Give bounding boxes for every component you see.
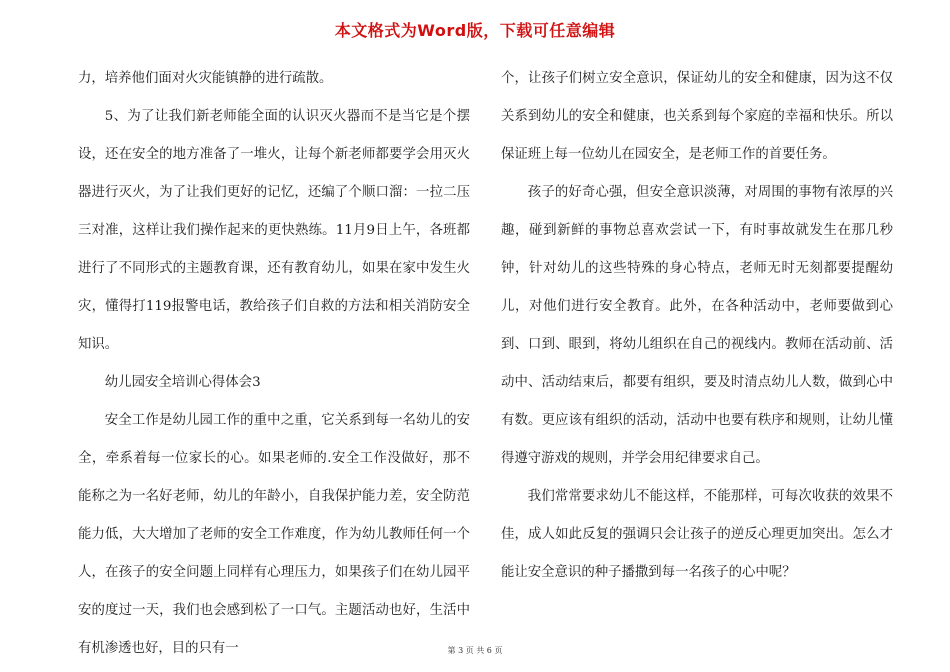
left-column [78,60,470,668]
paragraph-safety-work: 安全工作是幼儿园工作的重中之重，它关系到每一名幼儿的安全，牵系着每一位家长的心。如果老师的.安全工作没做好，那不能称之为一名好老师，幼儿的年龄小，自我保护能力差，安全防范能力低，大大增加了老师的安全工作难度，作为幼儿教师任何一个人，在孩子的安全问题上同样有心理压力，如果孩子们在幼儿园平安的度过一天，我们也会感到松了一口气。主题活动也好，生活中有机渗透也好，目的只有一 [78,413,470,656]
paragraph-question: 我们常常要求幼儿不能这样，不能那样，可每次收获的效果不佳，成人如此反复的强调只会让孩子的逆反心理更加突出。怎么才能让安全意识的种子播撒到每一名孩子的心中呢？ [501,489,893,580]
paragraph-continuation-right: 个，让孩子们树立安全意识，保证幼儿的安全和健康，因为这不仅关系到幼儿的安全和健康，也关系到每个家庭的幸福和快乐。所以保证班上每一位幼儿在园安全，是老师工作的首要任务。 [501,71,893,162]
page-number: 第 3 页 共 6 页 [447,646,503,655]
section-heading: 幼儿园安全培训心得体会3 [104,375,261,390]
header-banner: 本文格式为Word版，下载可任意编辑 [334,21,616,40]
right-column [501,60,893,592]
paragraph-continuation: 力，培养他们面对火灾能镇静的进行疏散。 [78,71,333,86]
paragraph-curiosity: 孩子的好奇心强，但安全意识淡薄，对周围的事物有浓厚的兴趣，碰到新鲜的事物总喜欢尝试一下，有时事故就发生在那几秒钟，针对幼儿的这些特殊的身心特点，老师无时无刻都要提醒幼儿，对他们进行安全教育。此外，在各种活动中，老师要做到心到、口到、眼到，将幼儿组织在自己的视线内。教师在活动前、活动中、活动结束后，都要有组织，要及时清点幼儿人数，做到心中有数。更应该有组织的活动，活动中也要有秩序和规则，让幼儿懂得遵守游戏的规则，并学会用纪律要求自己。 [501,185,893,466]
paragraph-fire-extinguisher: 5、为了让我们新老师能全面的认识灭火器而不是当它是个摆设，还在安全的地方准备了一堆火，让每个新老师都要学会用灭火器进行灭火，为了让我们更好的记忆，还编了个顺口溜：一拉二压三对准，这样让我们操作起来的更快熟练。11月9日上午，各班都进行了不同形式的主题教育课，还有教育幼儿，如果在家中发生火灾，懂得打119报警电话，教给孩子们自救的方法和相关消防安全知识。 [78,109,470,352]
